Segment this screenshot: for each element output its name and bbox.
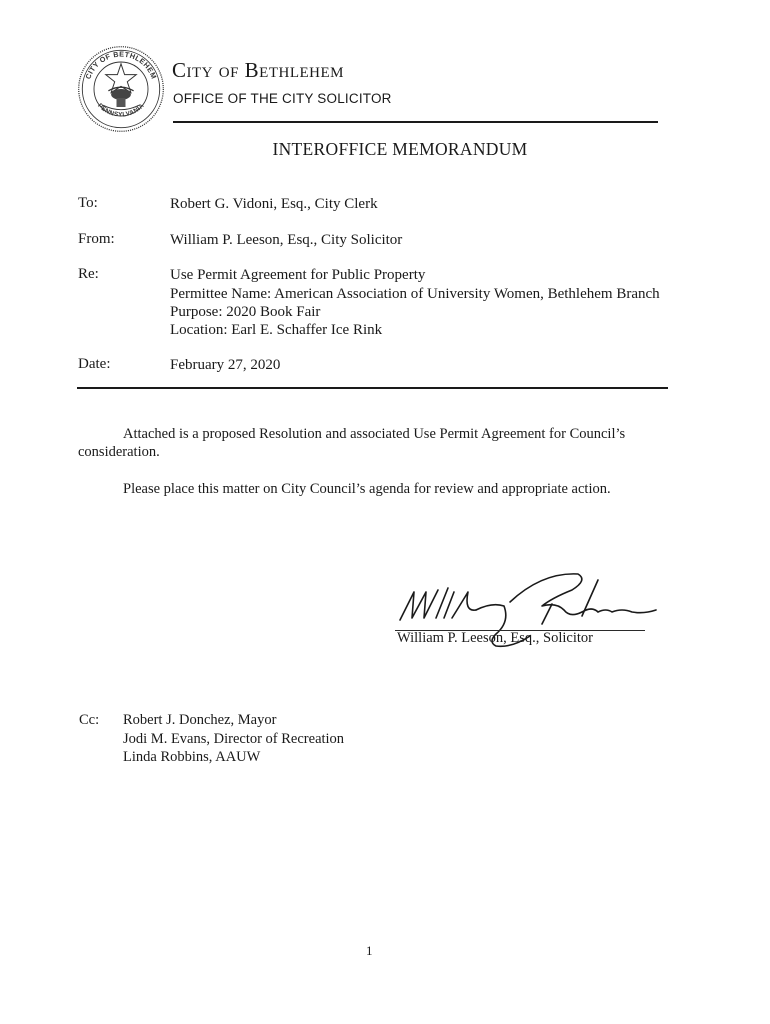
re-line: Permittee Name: American Association of University Women, Bethlehem Branch — [170, 286, 660, 302]
to-value: Robert G. Vidoni, Esq., City Clerk — [170, 196, 378, 212]
cc-label: Cc: — [79, 712, 100, 728]
body-paragraph-1-line-2: consideration. — [78, 444, 160, 460]
city-seal-icon — [76, 44, 166, 134]
seal-text-bottom: PENNSYLVANIA — [96, 102, 146, 119]
memo-title: INTEROFFICE MEMORANDUM — [272, 139, 528, 159]
cc-recipient: Jodi M. Evans, Director of Recreation — [123, 731, 345, 747]
re-line: Location: Earl E. Schaffer Ice Rink — [170, 322, 383, 338]
body-paragraph-1-line-1: Attached is a proposed Resolution and associated Use Permit Agreement for Council’s — [123, 426, 626, 442]
handwritten-signature — [392, 562, 662, 662]
city-name: City of Bethlehem — [172, 58, 344, 82]
re-label: Re: — [78, 266, 99, 282]
signer-name: William P. Leeson, Esq., Solicitor — [397, 630, 593, 646]
header-divider — [77, 387, 668, 389]
office-name: OFFICE OF THE CITY SOLICITOR — [173, 91, 392, 106]
from-label: From: — [78, 231, 115, 247]
date-value: February 27, 2020 — [170, 357, 281, 373]
page-number: 1 — [366, 943, 373, 958]
from-value: William P. Leeson, Esq., City Solicitor — [170, 232, 403, 248]
re-line: Purpose: 2020 Book Fair — [170, 304, 321, 320]
letterhead-divider — [173, 121, 658, 123]
body-paragraph-2: Please place this matter on City Council’s agenda for review and appropriate action. — [123, 481, 611, 497]
cc-recipient: Robert J. Donchez, Mayor — [123, 712, 277, 728]
date-label: Date: — [78, 356, 111, 372]
re-line: Use Permit Agreement for Public Property — [170, 267, 426, 283]
cc-recipient: Linda Robbins, AAUW — [123, 749, 261, 765]
to-label: To: — [78, 195, 98, 211]
seal-text-top: CITY OF BETHLEHEM — [83, 49, 159, 81]
